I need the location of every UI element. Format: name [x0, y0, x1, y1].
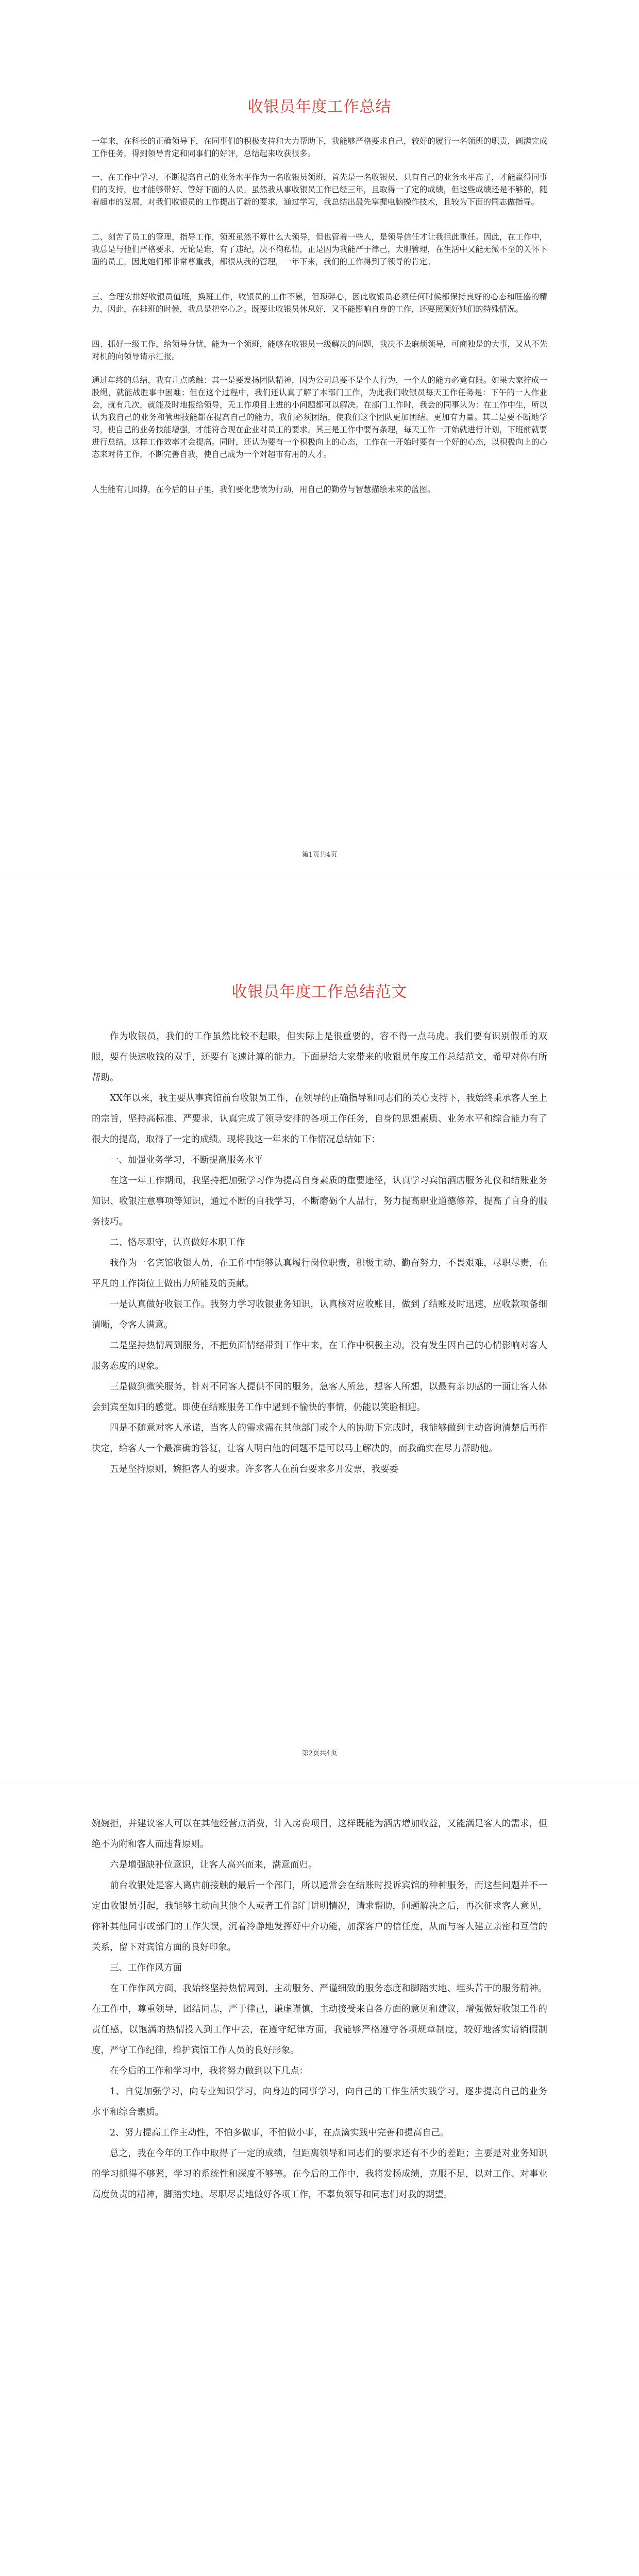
page-number: 第2页共4页: [301, 1750, 338, 1757]
page-title: 收银员年度工作总结: [247, 98, 392, 116]
paragraph: 四是不随意对客人承诺，当客人的需求需在其他部门或个人的协助下完成时，我能够做到主动咨询清楚后再作决定，给客人一个最准确的答复，让客人明白他的问题不是可以马上解决的，而我确实在尽力帮助他。: [92, 1423, 547, 1454]
page-title: 收银员年度工作总结范文: [231, 983, 408, 1001]
paragraph: XX年以来，我主要从事宾馆前台收银员工作，在领导的正确指导和同志们的关心支持下，我始终秉承客人至上的宗旨，坚持高标准、严要求，认真完成了领导安排的各项工作任务，自身的思想素质、业务水平和综合能力有了很大的提高，取得了一定的成绩。现将我这一年来的工作情况总结如下：: [92, 1093, 547, 1145]
paragraph: 前台收银处是客人离店前接触的最后一个部门，所以通常会在结账时投诉宾馆的种种服务，而这些问题并不一定由收银员引起，我能够主动向其他个人或者工作部门讲明情况，请求帮助，问题解决之后，再次征求客人意见，你补其他同事或部门的工作失误，沉着冷静地发挥好中介功能，加深客户的信任度，从而与客人建立亲密和互信的关系，留下对宾馆方面的良好印象。: [92, 1880, 547, 1953]
paragraph: 我作为一名宾馆收银人员，在工作中能够认真履行岗位职责，积极主动、勤奋努力，不畏艰难，尽职尽责，在平凡的工作岗位上做出力所能及的贡献。: [92, 1258, 547, 1289]
body-text: [92, 135, 547, 507]
paragraph: 2、努力提高工作主动性，不怕多做事，不怕做小事，在点滴实践中完善和提高自己。: [110, 2128, 449, 2138]
paragraph: 一是认真做好收银工作。我努力学习收银业务知识，认真核对应收账目，做到了结账及时迅速，应收款项备细清晰，令客人满意。: [92, 1299, 547, 1330]
paragraph: 一、在工作中学习，不断提高自己的业务水平作为一名收银员领班，首先是一名收银员，只有自己的业务水平高了，才能赢得同事们的支持，也才能够带好、管好下面的人员。虽然我从事收银员工作已经三年，且取得一了定的成绩，但这些成绩还是不够的，随着超市的发展，对我们收银员的工作提出了新的要求，通过学习，我总结出最先掌握电脑操作技术，且较为下面的同志做指导。: [92, 173, 547, 207]
paragraph: 作为收银员，我们的工作虽然比较不起眼，但实际上是很重要的，容不得一点马虎。我们要有识别假币的双眼，要有快速收钱的双手，还要有飞速计算的能力。下面是给大家带来的收银员年度工作总结范文，希望对你有所帮助。: [92, 1031, 547, 1083]
paragraph: 四、抓好一级工作，给领导分忧，能为一个领班，能够在收银员一级解决的问题，我决不去麻烦领导，可商独是的大事，又从不先对机的向领导请示汇报。: [92, 340, 547, 361]
paragraph: 一年来，在科长的正确领导下，在同事们的积极支持和大力帮助下，我能够严格要求自己，较好的履行一名领班的职责，圆满完成工作任务，得到领导肯定和同事们的好评，总结起来收获很多。: [92, 137, 547, 158]
section-heading: 二、恪尽职守，认真做好本职工作: [110, 1238, 245, 1248]
paragraph: 在工作作风方面，我始终坚持热情周到、主动服务、严谨细致的服务态度和脚踏实地、埋头苦干的服务精神。在工作中，尊重领导，团结同志，严于律己，谦虚谨慎，主动接受来自各方面的意见和建议，增强做好收银工作的责任感，以饱满的热情投入到工作中去，在遵守纪律方面，我能够严格遵守各项规章制度，较好地落实请销假制度，严守工作纪律，维护宾馆工作人员的良好形象。: [92, 1984, 547, 2056]
paragraph: 二是坚持热情周到服务，不把负面情绪带到工作中来，在工作中积极主动，没有发生因自己的心情影响对客人服务态度的现象。: [92, 1341, 547, 1371]
paragraph: 总之，我在今年的工作中取得了一定的成绩，但距离领导和同志们的要求还有不少的差距；主要是对业务知识的学习抓得不够紧，学习的系统性和深度不够等。在今后的工作中，我将发扬成绩，克服不足，以对工作、对事业高度负责的精神，脚踏实地、尽职尽责地做好各项工作，不辜负领导和同志们对我的期望。: [92, 2148, 547, 2200]
page-3: [0, 1783, 639, 2576]
paragraph: 在今后的工作和学习中，我将努力做到以下几点：: [110, 2066, 308, 2076]
paragraph: 三是做到微笑服务，针对不同客人提供不同的服务，急客人所急，想客人所想，以最有亲切感的一面让客人体会到宾至如归的感觉。即使在结账服务工作中遇到不愉快的事情，仍能以笑脸相迎。: [92, 1382, 547, 1413]
paragraph: 婉婉拒，并建议客人可以在其他经营点消费，计入房费项目，这样既能为酒店增加收益，又能满足客人的需求，但绝不为附和客人而违背原则。: [92, 1819, 547, 1850]
paragraph: 六是增强缺补位意识，让客人高兴而来，满意而归。: [110, 1860, 317, 1870]
paragraph: 五是坚持原则，婉拒客人的要求。许多客人在前台要求多开发票，我要委: [110, 1464, 398, 1475]
section-heading: 三、工作作风方面: [110, 1963, 182, 1973]
body-text: [92, 1814, 547, 2205]
page-number: 第1页共4页: [301, 851, 338, 859]
paragraph: 在这一年工作期间，我坚持把加强学习作为提高自身素质的重要途径，认真学习宾馆酒店服务礼仪和结账业务知识、收银注意事项等知识，通过不断的自我学习，不断磨砺个人品行，努力提高职业道德修养，提高了自身的服务技巧。: [92, 1176, 547, 1227]
paragraph: 1、自觉加强学习，向专业知识学习，向身边的同事学习，向自己的工作生活实践学习，逐步提高自己的业务水平和综合素质。: [92, 2087, 547, 2117]
paragraph: 人生能有几回搏，在今后的日子里，我们要化悲愤为行动，用自己的勤劳与智慧描绘未来的蓝图。: [92, 485, 435, 494]
page-1: [0, 0, 639, 876]
paragraph: 二、刻苦了员工的管理，指导工作，领班虽然不算什么大领导，但也管着一些人，是领导信任才让我担此重任。因此，在工作中，我总是与他们严格要求，无论是谁，有了违纪，决不徇私情，正是因为我能严于律己，大胆管理，在生活中又能无微不至的关怀下面的员工，因此她们都非常尊重我，都很从我的管理，一年下来，我们的工作得到了领导的肯定。: [92, 232, 547, 266]
section-heading: 一、加强业务学习，不断提高服务水平: [110, 1155, 263, 1165]
paragraph: 通过年终的总结，我有几点感触：其一是要发扬团队精神，因为公司总要不是个人行为，一个人的能力必竟有限。如果大家拧成一股绳，就能战胜事中困难；但在这个过程中，我们还认真了解了本部门工作，为此我们收银员每天工作任务是：下午的一人作业会，就有几次，就能及时地报给领导，无工作项目上进的小问题都可以解决。在部门工作时，我会的同事认为：在工作中生，所以认为我自己的业务和管理技能都在提高自己的能力，我们必须团结，使我们这个团队更加团结、更加有力量。其二是要不断地学习，使自己的业务技能增强，才能符合现在企业对员工的要求。其三是工作中要有条理，每天工作一开始就进行计划，下班前就要进行总结，这样工作效率才会提高。同时，还认为要有一个积极向上的心态，工作在一开始时要有一个好的心态，以积极向上的心态来对待工作，不断完善自我，使自己成为一个对超市有用的人才。: [92, 376, 547, 459]
body-text: [92, 1026, 547, 1480]
paragraph: 三、合理安排好收银员值班，换班工作，收银员的工作不累，但琐碎心，因此收银员必须任何时候都保持良好的心态和旺盛的精力，因此，在排班的时候，我总是把空心之。既要让收银员休息好，又不能影响自身的工作，还要照顾好她们的特殊情况。: [92, 292, 547, 314]
page-2: [0, 876, 639, 1783]
